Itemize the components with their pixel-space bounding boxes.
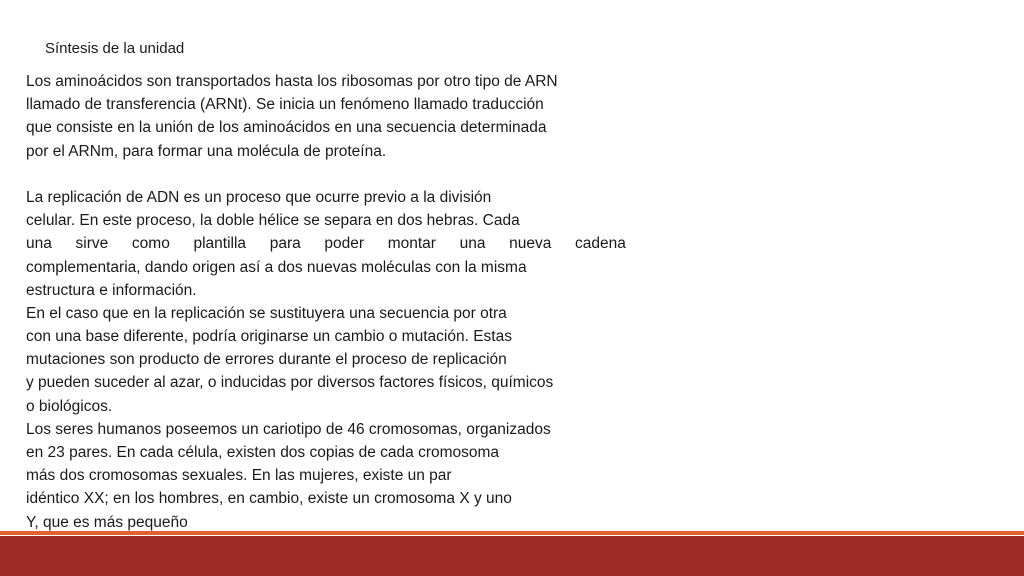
text-line: En el caso que en la replicación se sustituyera una secuencia por otra xyxy=(26,304,507,322)
text-line: estructura e información. xyxy=(26,281,197,299)
text-line: o biológicos. xyxy=(26,397,113,415)
slide-title: Síntesis de la unidad xyxy=(45,40,185,57)
text-line: idéntico XX; en los hombres, en cambio, existe un cromosoma X y uno xyxy=(26,490,512,508)
footer-band xyxy=(0,536,1024,576)
text-word: como xyxy=(131,235,170,253)
text-word: para xyxy=(269,235,301,253)
text-line: más dos cromosomas sexuales. En las mujeres, existe un par xyxy=(26,467,452,485)
text-line: La replicación de ADN es un proceso que ocurre previo a la división xyxy=(26,188,492,206)
text-line: y pueden suceder al azar, o inducidas por diversos factores físicos, químicos xyxy=(26,374,554,392)
text-word: plantilla xyxy=(193,235,247,253)
text-line: celular. En este proceso, la doble hélice se separa en dos hebras. Cada xyxy=(26,212,520,230)
text-line: con una base diferente, podría originarse un cambio o mutación. Estas xyxy=(26,328,512,346)
footer-accent-line xyxy=(0,531,1024,535)
text-line: llamado de transferencia (ARNt). Se inicia un fenómeno llamado traducción xyxy=(26,96,544,114)
text-line: por el ARNm, para formar una molécula de proteína. xyxy=(26,142,387,160)
paragraph-spacer xyxy=(26,163,626,186)
text-word: poder xyxy=(324,235,365,253)
text-word: montar xyxy=(387,235,436,253)
text-line: Y, que es más pequeño xyxy=(26,513,188,531)
text-word: cadena xyxy=(575,235,626,253)
text-word: nueva xyxy=(509,235,552,253)
text-word: sirve xyxy=(75,235,109,253)
text-line: en 23 pares. En cada célula, existen dos copias de cada cromosoma xyxy=(26,444,500,461)
text-line: Los seres humanos poseemos un cariotipo de 46 cromosomas, organizados xyxy=(26,420,551,438)
text-word: una xyxy=(26,235,52,253)
text-line: mutaciones son producto de errores durante el proceso de replicación xyxy=(26,351,507,369)
text-line: que consiste en la unión de los aminoácidos en una secuencia determinada xyxy=(26,119,547,137)
text-line: complementaria, dando origen así a dos nuevas moléculas con la misma xyxy=(26,258,527,276)
text-line xyxy=(26,232,626,255)
body-text xyxy=(26,70,626,534)
text-line: Los aminoácidos son transportados hasta los ribosomas por otro tipo de ARN xyxy=(26,73,558,90)
text-word: una xyxy=(459,235,486,253)
